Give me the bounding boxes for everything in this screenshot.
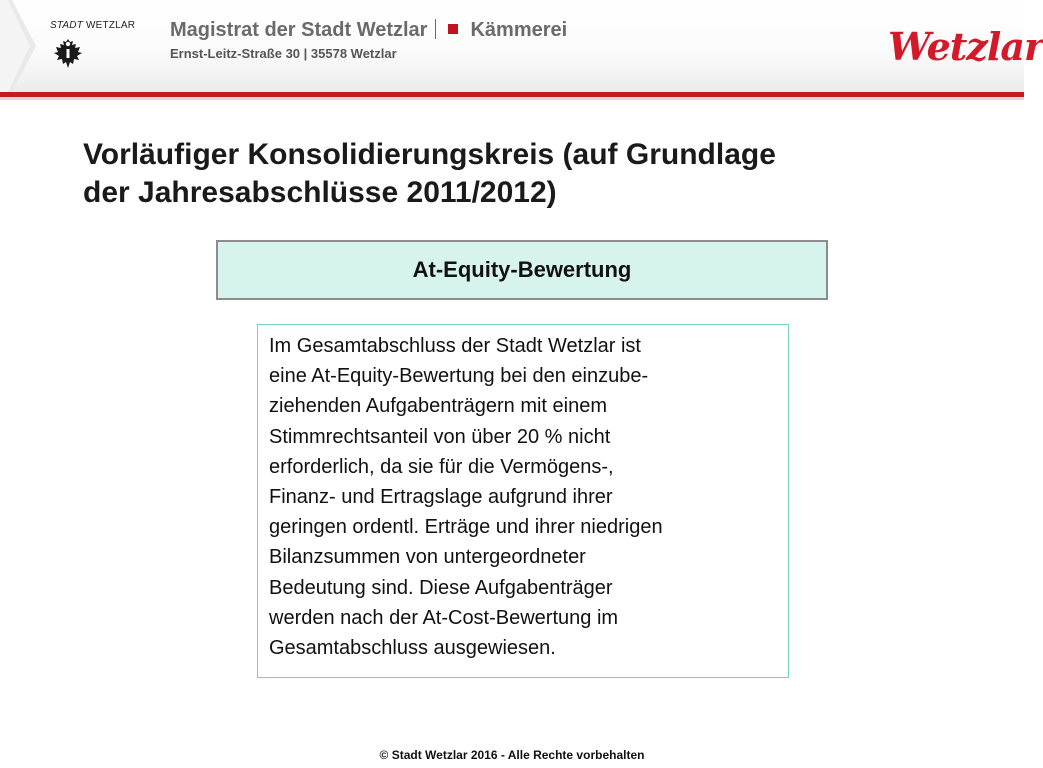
coat-label-right: WETZLAR — [86, 20, 136, 31]
slide-title-line-2: der Jahresabschlüsse 2011/2012) — [83, 176, 557, 209]
footer-copyright: © Stadt Wetzlar 2016 - Alle Rechte vorbehalten — [379, 748, 645, 762]
section-heading-box: At-Equity-Bewertung — [216, 240, 828, 300]
organization-name: Magistrat der Stadt Wetzlar — [170, 19, 428, 41]
coat-label — [50, 20, 135, 31]
org-separator — [435, 19, 436, 39]
organization-line — [170, 19, 567, 42]
body-text: Im Gesamtabschluss der Stadt Wetzlar ist eine At-Equity-Bewertung bei den einzube- ziehenden Aufgabenträgern mit einem Stimmrechtsanteil von über 20 % nicht erforderlich, da sie für die Vermögens-, Finanz- und Ertragslage aufgrund ihrer geringen ordentl. Erträge und ihrer niedrigen Bilanzsummen von untergeordneter Bedeutung sind. Diese Aufgabenträger werden nach der At-Cost-Bewertung im Gesamtabschluss ausgewiesen. — [269, 335, 663, 660]
header-chevron-decoration — [0, 0, 40, 92]
wetzlar-logo — [888, 24, 1043, 76]
header-gray-rule — [0, 97, 1024, 100]
slide-header — [0, 0, 1043, 92]
body-text-box — [257, 324, 789, 678]
coat-of-arms-block — [50, 20, 142, 70]
slide-title — [83, 136, 943, 212]
slide-title-line-1: Vorläufiger Konsolidierungskreis (auf Grundlage — [83, 138, 776, 171]
department-name: Kämmerei — [470, 19, 568, 41]
organization-address: Ernst-Leitz-Straße 30 | 35578 Wetzlar — [170, 46, 397, 61]
coat-label-left: STADT — [50, 20, 84, 31]
coat-of-arms-eagle-icon — [53, 36, 83, 70]
wetzlar-logo-icon: Wetzlar — [888, 24, 1043, 69]
red-square-icon — [448, 24, 458, 34]
